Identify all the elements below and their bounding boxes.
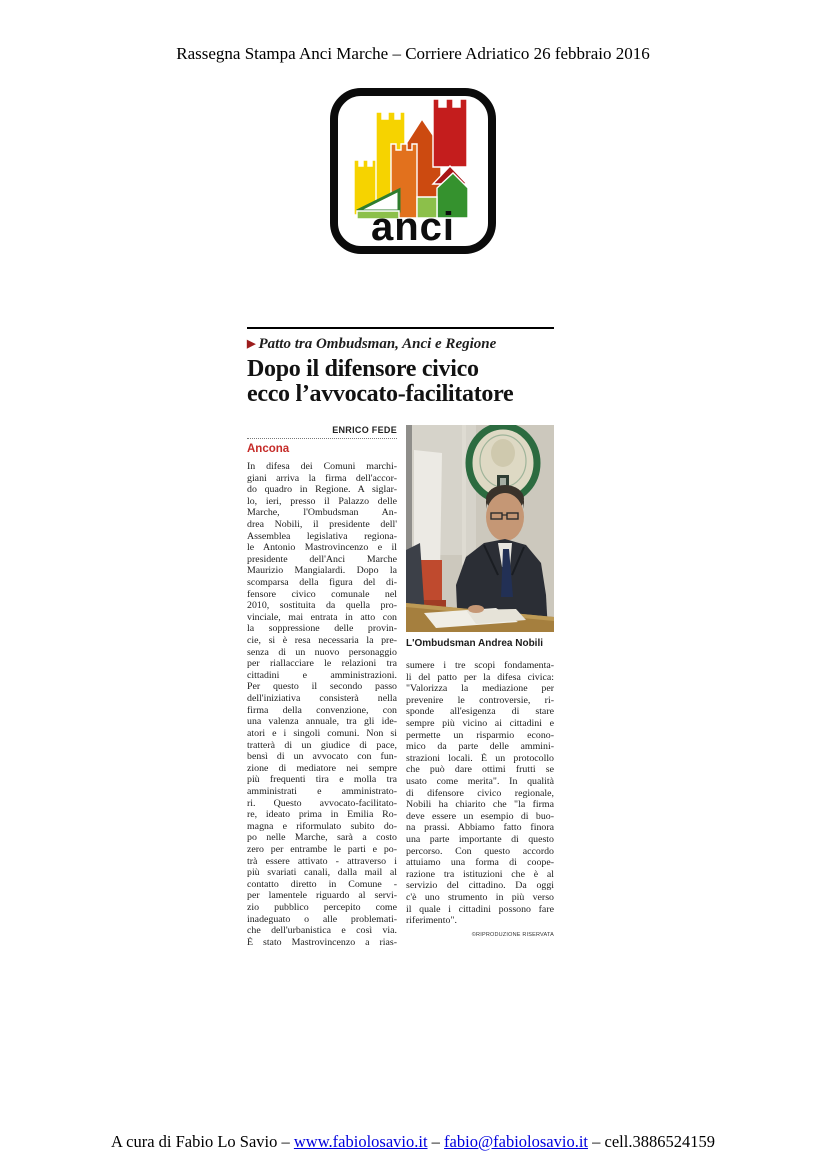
text-line: giani arriva la firma dell'accor- (247, 472, 397, 484)
text-line: tratterà di un giudice di pace, (247, 739, 397, 751)
text-line: strazioni locali. È un protocollo (406, 752, 554, 764)
text-line: "Valorizza la mediazione per (406, 683, 554, 695)
text-line: fensore civico comunale nel (247, 588, 397, 600)
footer-separator: – (427, 1132, 445, 1151)
text-line: amministrati e amministrato- (247, 785, 397, 797)
left-column-text (247, 461, 397, 949)
byline: ENRICO FEDE (247, 425, 397, 439)
text-line: re, ideato prima in Emilia Ro- (247, 809, 397, 821)
text-line: Marche, l'Ombudsman An- (247, 507, 397, 519)
anci-logo (329, 87, 497, 255)
text-line: zio pubblico percepito come (247, 902, 397, 914)
text-line: Per questo il secondo passo (247, 681, 397, 693)
anci-logo-text: anci (370, 205, 456, 249)
text-line: per lamentele riguardo al servi- (247, 890, 397, 902)
text-line: firma della convenzione, con (247, 704, 397, 716)
text-line: prevenire le controversie, ri- (406, 694, 554, 706)
text-line: trà essere attivato - attraverso i (247, 855, 397, 867)
text-line: È stato Mastrovincenzo a rias- (247, 936, 397, 948)
text-line: riferimento". (406, 915, 457, 927)
text-line: li del patto per la difesa civica: (406, 671, 554, 683)
photo-caption: L'Ombudsman Andrea Nobili (406, 637, 544, 649)
text-line: presidente dell'Anci Marche (247, 553, 397, 565)
newspaper-article (247, 327, 554, 949)
headline-line-2: ecco l’avvocato-facilitatore (247, 380, 514, 407)
text-line: percorso. Con questo accordo (406, 845, 554, 857)
anci-logo-graphic (329, 87, 497, 255)
text-line: Assemblea legislativa regiona- (247, 530, 397, 542)
text-line: ri. Questo avvocato-facilitato- (247, 797, 397, 809)
text-line: il quale i cittadini possono fare (406, 903, 554, 915)
text-line: bensì di un avvocato con fun- (247, 751, 397, 763)
text-line: zione di mediatore nei sempre (247, 762, 397, 774)
dateline: Ancona (247, 442, 290, 455)
text-line: scomparsa della figura del di- (247, 577, 397, 588)
footer-website-link[interactable]: www.fabiolosavio.it (293, 1132, 428, 1151)
text-line: le Antonio Mastrovincenzo e il (247, 542, 397, 554)
article-photo (406, 425, 554, 632)
text-line: atori e i singoli comuni. Non si (247, 727, 397, 739)
text-line: lo, ieri, presso il Palazzo delle (247, 495, 397, 507)
text-line: sumere i tre scopi fondamenta- (406, 659, 554, 671)
text-line: sempre più vicino ai cittadini e (406, 717, 554, 729)
text-line: vinciale, mai entrata in atto con (247, 611, 397, 623)
text-line: zero per entrambe le parti e po- (247, 844, 397, 856)
text-line: Nobili ha chiarito che "la firma (406, 799, 554, 811)
text-line: usato come merita". In qualità (406, 776, 554, 787)
footer-email-link[interactable]: fabio@fabiolosavio.it (444, 1132, 589, 1151)
page-footer (0, 1132, 826, 1152)
text-line: per riallacciare le relazioni tra (247, 658, 397, 670)
text-line: la soppressione delle provin- (247, 623, 397, 635)
text-line: senza di un nuovo personaggio (247, 646, 397, 658)
article-top-rule (247, 327, 554, 329)
text-line: una parte importante di questo (406, 834, 554, 846)
kicker-text: Patto tra Ombudsman, Anci e Regione (258, 336, 497, 352)
text-line: cie, si è resa necessaria la pre- (247, 635, 397, 647)
copyright-notice: ©RIPRODUZIONE RISERVATA (471, 931, 554, 938)
text-line: 2010, sostituita da quella pro- (247, 600, 397, 612)
text-line: c'è uno strumento in più verso (406, 892, 554, 904)
text-line: servizio del cittadino. Da oggi (406, 880, 554, 892)
text-line: dell'iniziativa consisterà nella (247, 693, 397, 705)
text-line: deve essere un esempio di buo- (406, 810, 554, 822)
headline-line-1: Dopo il difensore civico (247, 356, 479, 382)
text-line: permette un risparmio econo- (406, 729, 554, 741)
footer-suffix: – cell.3886524159 (588, 1132, 715, 1151)
text-line: più svariati canali, dalla mail al (247, 867, 397, 879)
article-kicker (247, 336, 554, 353)
text-line: po nelle Marche, sarà a costo (247, 832, 397, 844)
footer-prefix: A cura di Fabio Lo Savio – (111, 1132, 294, 1151)
text-line: na prassi. Abbiamo fatto finora (406, 822, 554, 834)
article-right-column (406, 425, 554, 949)
page-title: Rassegna Stampa Anci Marche – Corriere Adriatico 26 febbraio 2016 (176, 44, 650, 63)
text-line: che può dare ottimi frutti se (406, 764, 554, 776)
article-headline (247, 357, 554, 407)
right-column-text (406, 660, 554, 927)
text-line: che dell'urbanistica e così via. (247, 925, 397, 937)
text-line: razione tra istituzioni che è al (406, 868, 554, 880)
text-line: di difensore civico regionale, (406, 787, 554, 799)
text-line: do quadro in Regione. A siglar- (247, 484, 397, 496)
kicker-arrow-icon: ▶ (247, 338, 256, 350)
text-line: più frequenti tira e molla tra (247, 774, 397, 786)
text-line: mico da parte delle ammini- (406, 741, 554, 753)
article-left-column (247, 425, 397, 949)
text-line: una valenza annuale, tra gli ide- (247, 716, 397, 728)
text-line: contatto diretto in Comune - (247, 878, 397, 890)
text-line: drea Nobili, il presidente dell' (247, 518, 397, 530)
text-line: Maurizio Mangialardi. Dopo la (247, 565, 397, 577)
text-line: magna e riformulato subito do- (247, 820, 397, 832)
text-line: cittadini e amministrazioni. (247, 669, 397, 681)
text-line: attuiamo una forma di coope- (406, 857, 554, 869)
text-line: inadeguato o alle problemati- (247, 913, 397, 925)
text-line: sponde all'esigenza di stare (406, 706, 554, 718)
text-line: In difesa dei Comuni marchi- (247, 460, 397, 472)
